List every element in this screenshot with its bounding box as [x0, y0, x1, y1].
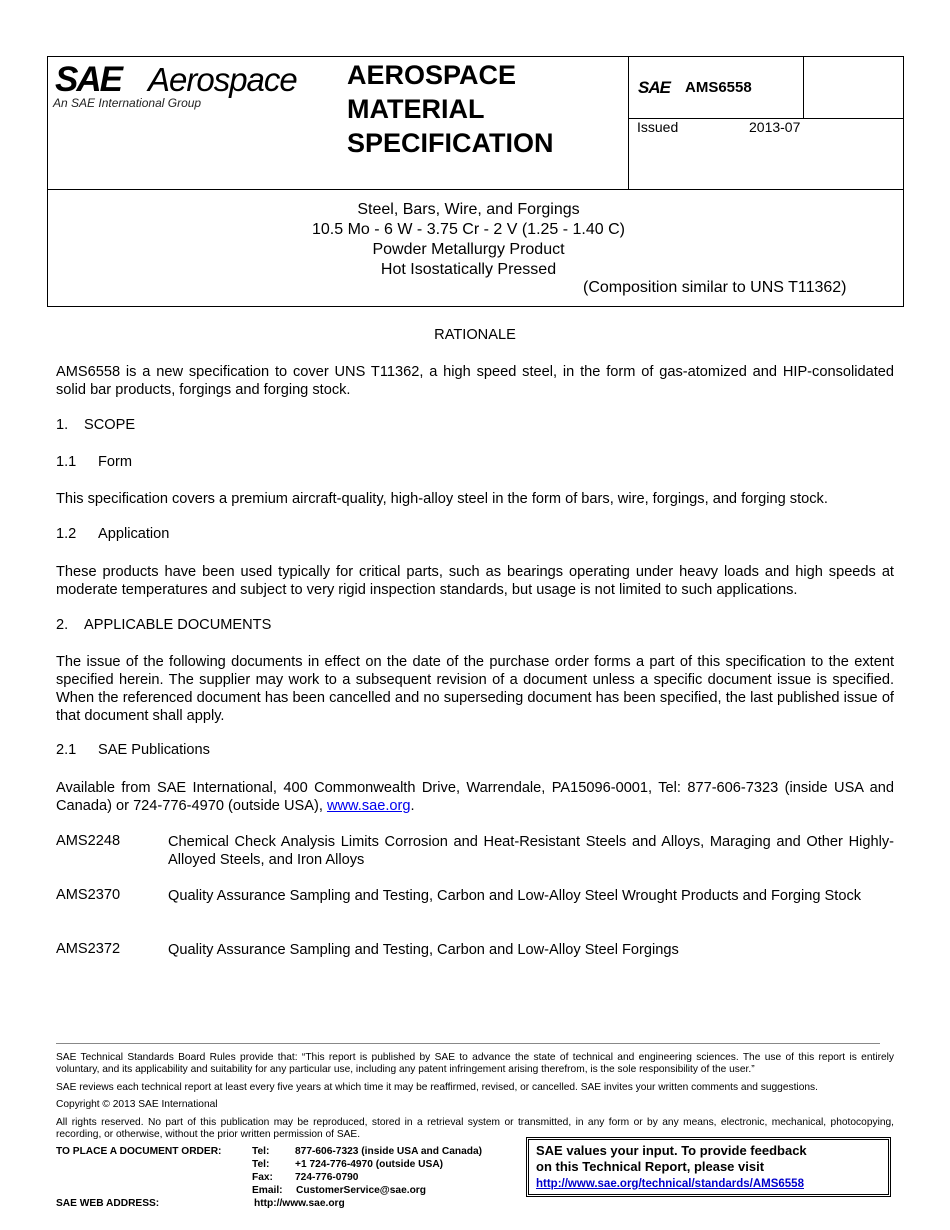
sae-mini-logo: SAE: [638, 78, 670, 97]
sentence-end: .: [410, 798, 415, 814]
contact-value: +1 724-776-4970 (outside USA): [295, 1159, 444, 1170]
section-number: 2.: [56, 617, 69, 633]
contact-value: 724-776-0790: [295, 1172, 359, 1183]
application-text: These products have been used typically for critical parts, such as bearings operating under heavy loads and high speeds at moderate temperatures and subject to very rigid inspection standards, but usage is not limited to such applications.: [56, 564, 894, 598]
issued-label: Issued: [637, 119, 679, 135]
contact-value: CustomerService@sae.org: [296, 1185, 426, 1196]
footer-divider: [56, 1043, 880, 1044]
composition-note: (Composition similar to UNS T11362): [583, 279, 847, 296]
section-title-scope: SCOPE: [84, 417, 136, 433]
referenced-doc-title: Quality Assurance Sampling and Testing, Carbon and Low-Alloy Steel Wrought Products and Forging Stock: [168, 888, 862, 904]
feedback-text: SAE values your input. To provide feedback: [536, 1143, 807, 1158]
sae-publications-text: [56, 779, 894, 815]
document-type-line: SPECIFICATION: [347, 128, 554, 158]
sae-logo-mark: SAE: [55, 60, 121, 99]
section-title-application: Application: [98, 526, 170, 542]
title-line: Hot Isostatically Pressed: [380, 261, 557, 278]
feedback-box: [526, 1137, 891, 1197]
document-number: AMS6558: [685, 79, 752, 96]
contact-label: Email:: [252, 1185, 283, 1196]
section-number: 1.2: [56, 526, 77, 542]
sae-publications-address: Available from SAE International, 400 Commonwealth Drive, Warrendale, PA15096-0001, Tel: 877-606-7323 (inside USA and Canada) or 724-776-4970 (outside USA),: [56, 780, 894, 814]
section-title-sae-publications: SAE Publications: [98, 742, 210, 758]
title-line: 10.5 Mo - 6 W - 3.75 Cr - 2 V (1.25 - 1.40 C): [312, 221, 625, 238]
web-address-value: http://www.sae.org: [254, 1198, 345, 1209]
order-label: TO PLACE A DOCUMENT ORDER:: [56, 1146, 222, 1157]
referenced-doc-title: Quality Assurance Sampling and Testing, Carbon and Low-Alloy Steel Forgings: [168, 942, 679, 958]
contact-value: 877-606-7323 (inside USA and Canada): [295, 1146, 483, 1157]
contact-label: Tel:: [252, 1159, 270, 1170]
referenced-doc-code: AMS2248: [56, 833, 121, 849]
copyright-notice: Copyright © 2013 SAE International: [56, 1099, 218, 1110]
section-title-applicable-documents: APPLICABLE DOCUMENTS: [84, 617, 272, 633]
section-number: 1.: [56, 417, 69, 433]
referenced-doc-code: AMS2370: [56, 887, 121, 903]
sae-website-link[interactable]: www.sae.org: [326, 798, 411, 814]
document-type-line: AEROSPACE: [347, 60, 517, 90]
rights-reserved-notice: All rights reserved. No part of this publication may be reproduced, stored in a retrieval system or transmitted, in any form or by any means, electronic, mechanical, photocopying, recording, or otherwise, without the prior written permission of SAE.: [56, 1117, 894, 1140]
document-type-title: [347, 58, 554, 160]
form-text: This specification covers a premium aircraft-quality, high-alloy steel in the form of bars, wire, forgings, and forging stock.: [56, 491, 828, 507]
title-line: Powder Metallurgy Product: [372, 241, 565, 258]
section-number: 2.1: [56, 742, 77, 758]
applicable-documents-text: The issue of the following documents in effect on the date of the purchase order forms a part of this specification to the extent specified herein. The supplier may work to a subsequent revision of a document unless a specific document issue is specified. When the referenced document has been cancelled and no superseding document has been specified, the last published issue of that document shall apply.: [56, 654, 894, 724]
contact-label: Tel:: [252, 1146, 270, 1157]
rationale-text: AMS6558 is a new specification to cover UNS T11362, a high speed steel, in the form of gas-atomized and HIP-consolidated solid bar products, forgings and forging stock.: [56, 364, 894, 398]
issued-date: 2013-07: [749, 119, 801, 135]
sae-logo-tagline: An SAE International Group: [53, 96, 202, 110]
header-divider-title: [47, 189, 904, 190]
section-number: 1.1: [56, 454, 77, 470]
header-divider-vertical-small: [803, 56, 804, 118]
header-divider-vertical: [628, 56, 629, 190]
contact-label: Fax:: [252, 1172, 273, 1183]
sae-logo-aerospace: Aerospace: [148, 61, 297, 98]
review-notice: SAE reviews each technical report at least every five years at which time it may be reaffirmed, revised, or cancelled. SAE invites your written comments and suggestions.: [56, 1082, 818, 1093]
title-line: Steel, Bars, Wire, and Forgings: [357, 201, 580, 218]
specification-title: [48, 200, 889, 280]
document-type-line: MATERIAL: [347, 94, 485, 124]
standards-board-rules: SAE Technical Standards Board Rules provide that: “This report is published by SAE to advance the state of technical and engineering sciences. The use of this report is entirely voluntary, and its applicability and suitability for any particular use, including any patent infringement arising therefrom, is the sole responsibility of the user.”: [56, 1052, 894, 1075]
feedback-text: on this Technical Report, please visit: [536, 1159, 765, 1174]
referenced-doc-code: AMS2372: [56, 941, 121, 957]
section-title-form: Form: [98, 454, 133, 470]
referenced-doc-title: Chemical Check Analysis Limits Corrosion and Heat-Resistant Steels and Alloys, Maraging and Other Highly-Alloyed Steels, and Iron Alloys: [168, 834, 894, 868]
rationale-heading: RATIONALE: [434, 327, 516, 343]
feedback-link[interactable]: http://www.sae.org/technical/standards/AMS6558: [536, 1178, 804, 1190]
web-address-label: SAE WEB ADDRESS:: [56, 1198, 160, 1209]
